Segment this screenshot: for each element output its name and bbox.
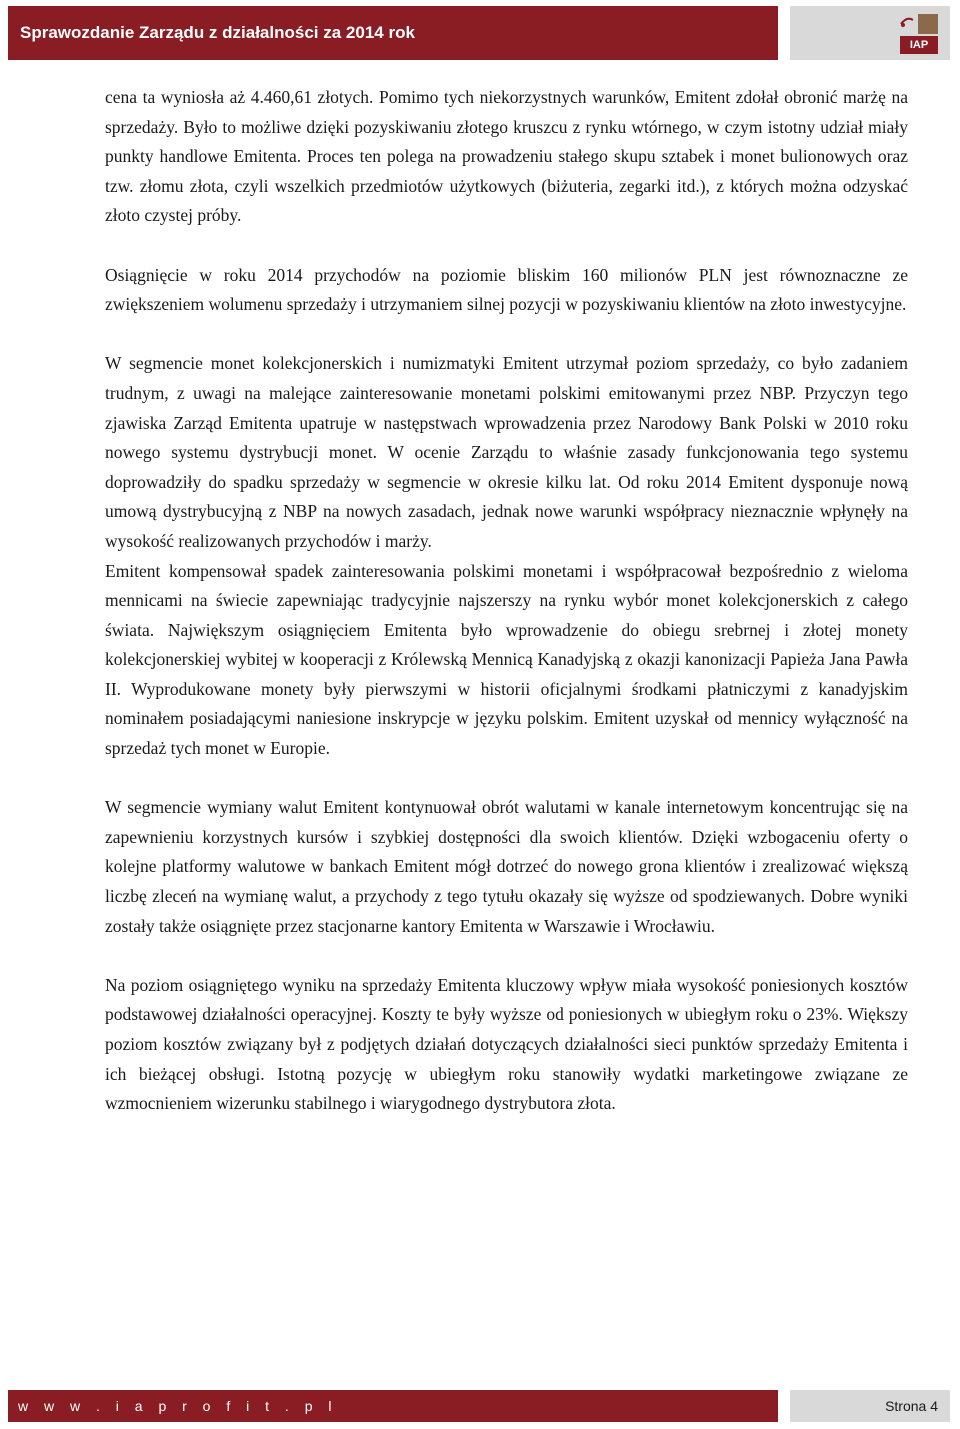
paragraph: W segmencie wymiany walut Emitent kontynuował obrót walutami w kanale internetowym koncentrując się na zapewnieniu korzystnych kursów i szybkiej dostępności dla swoich klientów. Dzięki wzbogaceniu oferty o kolejne platformy walutowe w bankach Emitent mógł dotrzeć do nowego grona klientów i zrealizować większą liczbę zleceń na wymianę walut, a przychody z tego tytułu okazały się wyższe od spodziewanych. Dobre wyniki zostały także osiągnięte przez stacjonarne kantory Emitenta w Warszawie i Wrocławiu. bbox=[105, 797, 908, 936]
company-logo bbox=[900, 14, 938, 54]
paragraph: W segmencie monet kolekcjonerskich i numizmatyki Emitent utrzymał poziom sprzedaży, co było zadaniem trudnym, z uwagi na malejące zainteresowanie monetami polskimi emitowanymi przez NBP. Przyczyn tego zjawiska Zarząd Emitenta upatruje w następstwach wprowadzenia przez Narodowy Bank Polski w 2010 roku nowego systemu dystrybucji monet. W ocenie Zarządu to właśnie zasady funkcjonowania tego systemu doprowadziły do spadku sprzedaży w segmencie w okresie kilku lat. Od roku 2014 Emitent dysponuje nową umową dystrybucyjną z NBP na nowych zasadach, jednak nowe warunki współpracy nieznacznie wpłynęły na wysokość realizowanych przychodów i marży. bbox=[105, 353, 908, 551]
paragraph: Emitent kompensował spadek zainteresowania polskimi monetami i współpracował bezpośrednio z wieloma mennicami na świecie zapewniając tradycyjnie najszerszy na rynku wybór monet kolekcjonerskich z całego świata. Największym osiągnięciem Emitenta było wprowadzenie do obiegu srebrnej i złotej monety kolekcjonerskiej wybitej w kooperacji z Królewską Mennicą Kanadyjską z okazji kanonizacji Papieża Jana Pawła II. Wyprodukowane monety były pierwszymi w historii oficjalnymi środkami płatniczymi z kanadyjskim nominałem posiadającymi naniesione inskrypcje w języku polskim. Emitent uzyskał od mennicy wyłączność na sprzedaż tych monet w Europie. bbox=[105, 560, 908, 759]
paragraph: Osiągnięcie w roku 2014 przychodów na poziomie bliskim 160 milionów PLN jest równoznaczne ze zwiększeniem wolumenu sprzedaży i utrzymaniem silnej pozycji w pozyskiwaniu klientów na złoto inwestycyjne. bbox=[105, 264, 908, 315]
logo-text: IAP bbox=[900, 36, 938, 54]
paragraph: cena ta wyniosła aż 4.460,61 złotych. Pomimo tych niekorzystnych warunków, Emitent zdołał obronić marżę na sprzedaży. Było to możliwe dzięki pozyskiwaniu złotego kruszcu z rynku wtórnego, w czym istotny udział miały punkty handlowe Emitenta. Proces ten polega na prowadzeniu stałego skupu sztabek i monet bulionowych oraz tzw. złomu złota, czyli wszelkich przedmiotów użytkowych (biżuteria, zegarki itd.), z których można odzyskać złoto czystej próby. bbox=[105, 87, 908, 226]
logo-square-icon bbox=[918, 14, 938, 34]
header-bar bbox=[8, 6, 778, 60]
footer-website-link[interactable]: w w w . i a p r o f i t . p l bbox=[18, 1398, 338, 1414]
logo-area bbox=[790, 6, 950, 60]
document-title: Sprawozdanie Zarządu z działalności za 2014 rok bbox=[20, 23, 415, 42]
page-number-box bbox=[790, 1390, 950, 1422]
page-number: Strona 4 bbox=[885, 1398, 938, 1414]
document-body bbox=[105, 83, 908, 1119]
paragraph: Na poziom osiągniętego wyniku na sprzedaży Emitenta kluczowy wpływ miała wysokość poniesionych kosztów podstawowej działalności operacyjnej. Koszty te były wyższe od poniesionych w ubiegłym roku o 23%. Większy poziom kosztów związany był z podjętych działań dotyczących działalności sieci punktów sprzedaży Emitenta i ich bieżącej obsługi. Istotną pozycję w ubiegłym roku stanowiły wydatki marketingowe związane ze wzmocnieniem wizerunku stabilnego i wiarygodnego dystrybutora złota. bbox=[105, 974, 908, 1114]
logo-swoosh-icon bbox=[900, 14, 914, 28]
footer-bar bbox=[8, 1390, 778, 1422]
